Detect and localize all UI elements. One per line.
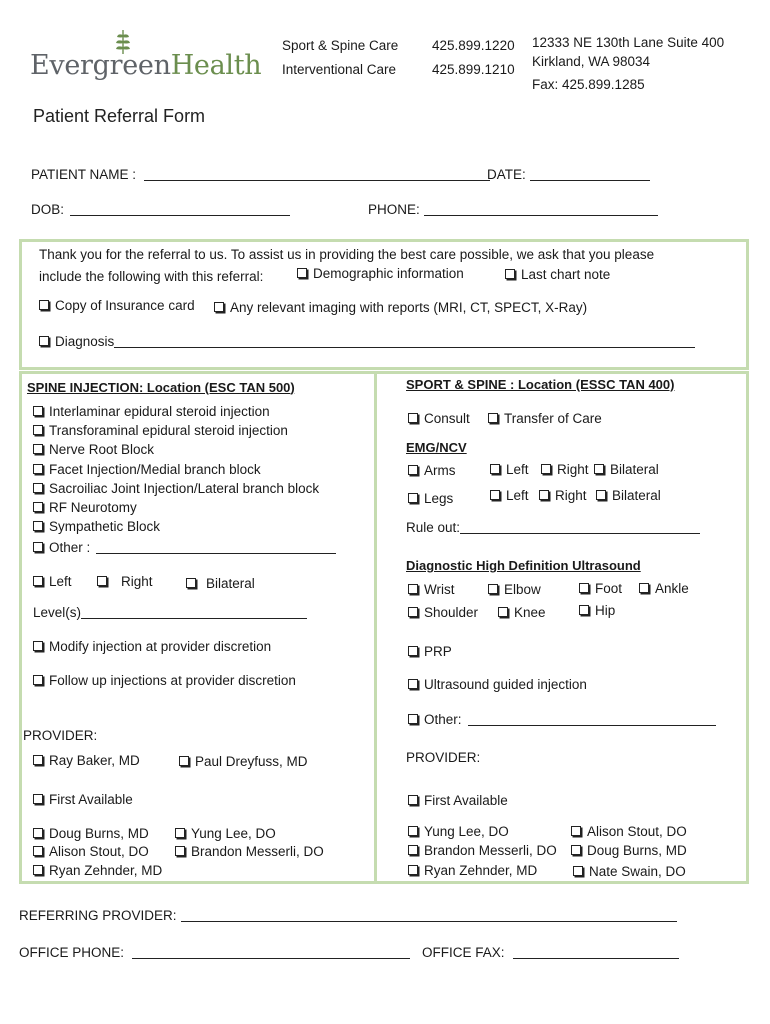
spine-provider-label: PROVIDER: [23,728,98,743]
checkbox-icon [39,300,49,310]
checkbox-icon [33,755,43,765]
wrist-checkbox[interactable]: Wrist [408,582,455,597]
spine-bilateral-checkbox[interactable]: Bilateral [186,576,255,591]
provider-doug-burns[interactable]: Doug Burns, MD [33,826,149,841]
address-line-1: 12333 NE 130th Lane Suite 400 [532,35,725,50]
arms-bilateral-checkbox[interactable]: Bilateral [594,462,659,477]
checkbox-icon [573,866,583,876]
demographic-label: Demographic information [313,266,464,281]
checkbox-icon [186,578,196,588]
diagnosis-field[interactable] [39,334,695,349]
checkbox-icon [408,493,418,503]
checkbox-icon [33,542,43,552]
checkbox-icon [179,756,189,766]
sport-provider-label: PROVIDER: [406,750,481,765]
elbow-checkbox[interactable]: Elbow [488,582,541,597]
service-interventional: Interventional Care [282,62,397,77]
checkbox-icon [408,714,418,724]
spine-item-interlaminar[interactable]: Interlaminar epidural steroid injection [33,404,270,419]
checkbox-icon [408,845,418,855]
provider-brandon-messerli[interactable]: Brandon Messerli, DO [175,844,324,859]
sport-provider-doug-burns[interactable]: Doug Burns, MD [571,843,687,858]
spine-heading: SPINE INJECTION: Location (ESC TAN 500) [27,380,295,395]
checkbox-icon [408,826,418,836]
sport-other-field[interactable]: Other: [408,712,716,727]
sport-provider-brandon-messerli[interactable]: Brandon Messerli, DO [408,843,557,858]
last-chart-label: Last chart note [521,267,611,282]
spine-item-sacroiliac[interactable]: Sacroiliac Joint Injection/Lateral branch block [33,481,319,496]
sport-provider-alison-stout[interactable]: Alison Stout, DO [571,824,687,839]
checkbox-icon [33,641,43,651]
date-field[interactable] [487,167,650,182]
phone-field[interactable] [368,202,658,217]
checkbox-icon [488,584,498,594]
arms-checkbox[interactable]: Arms [408,463,456,478]
checkbox-icon [175,846,185,856]
office-phone-field[interactable]: OFFICE PHONE: [19,945,410,960]
checkbox-icon [39,336,49,346]
transfer-checkbox[interactable]: Transfer of Care [488,411,602,426]
checkbox-icon [408,413,418,423]
checkbox-icon [408,795,418,805]
dob-label: DOB: [31,202,65,217]
checkbox-icon [214,302,224,312]
dob-field[interactable] [31,202,290,217]
checkbox-icon [408,584,418,594]
checkbox-icon [175,828,185,838]
provider-yung-lee[interactable]: Yung Lee, DO [175,826,276,841]
checkbox-icon [33,444,43,454]
logo [30,30,261,81]
patient-name-field[interactable] [31,167,490,182]
checkbox-icon [33,502,43,512]
checkbox-icon [596,490,606,500]
checkbox-icon [97,576,107,586]
modify-injection-checkbox[interactable]: Modify injection at provider discretion [33,639,271,654]
checkbox-icon [594,464,604,474]
provider-ray-baker[interactable]: Ray Baker, MD [33,753,140,768]
checkbox-icon [498,607,508,617]
sport-provider-ryan-zehnder[interactable]: Ryan Zehnder, MD [408,863,537,878]
checkbox-icon [408,607,418,617]
legs-left-checkbox[interactable]: Left [490,488,529,503]
checkbox-icon [639,583,649,593]
imaging-label: Any relevant imaging with reports (MRI, CT, SPECT, X-Ray) [230,300,588,315]
sport-provider-nate-swain[interactable]: Nate Swain, DO [573,864,686,879]
sport-first-available[interactable]: First Available [408,793,508,808]
checkbox-icon [33,406,43,416]
sport-heading: SPORT & SPINE : Location (ESSC TAN 400) [406,377,675,392]
insurance-label: Copy of Insurance card [55,298,195,313]
referring-provider-field[interactable]: REFERRING PROVIDER: [19,908,677,923]
phone-interventional: 425.899.1210 [432,62,515,77]
levels-field[interactable]: Level(s) [33,605,307,620]
checkbox-icon [408,465,418,475]
insurance-checkbox[interactable] [39,298,195,313]
checkbox-icon [33,846,43,856]
checkbox-icon [490,464,500,474]
page-title: Patient Referral Form [33,106,206,126]
arms-left-checkbox[interactable]: Left [490,462,529,477]
checkbox-icon [297,268,307,278]
leaf-icon [112,28,134,54]
checkbox-icon [490,490,500,500]
spine-item-rf-neurotomy[interactable]: RF Neurotomy [33,500,137,515]
office-fax-field[interactable]: OFFICE FAX: [422,945,679,960]
checkbox-icon [579,583,589,593]
foot-checkbox[interactable]: Foot [579,581,622,596]
spine-item-nerve-root[interactable]: Nerve Root Block [33,442,154,457]
spine-right-checkbox[interactable]: Right [97,574,153,589]
legs-checkbox[interactable]: Legs [408,491,453,506]
checkbox-icon [33,464,43,474]
phone-label: PHONE: [368,202,420,217]
checkbox-icon [541,464,551,474]
intro-line-1: Thank you for the referral to us. To assist us in providing the best care possible, we ask that you please [39,247,655,262]
knee-checkbox[interactable]: Knee [498,605,546,620]
checkbox-icon [408,646,418,656]
last-chart-checkbox[interactable] [505,267,610,282]
checkbox-icon [571,826,581,836]
imaging-checkbox[interactable] [214,300,587,315]
checkbox-icon [33,483,43,493]
demographic-checkbox[interactable] [297,266,464,281]
logo-text-health: Health [170,50,262,81]
checkbox-icon [539,490,549,500]
spine-first-available[interactable]: First Available [33,792,133,807]
legs-bilateral-checkbox[interactable]: Bilateral [596,488,661,503]
checkbox-icon [408,679,418,689]
ultrasound-heading: Diagnostic High Definition Ultrasound [406,558,641,573]
address-line-2: Kirkland, WA 98034 [532,54,651,69]
spine-item-facet[interactable]: Facet Injection/Medial branch block [33,462,261,477]
provider-paul-dreyfuss[interactable]: Paul Dreyfuss, MD [179,754,308,769]
provider-ryan-zehnder[interactable]: Ryan Zehnder, MD [33,863,162,878]
rule-out-field[interactable]: Rule out: [406,520,700,535]
checkbox-icon [33,576,43,586]
checkbox-icon [488,413,498,423]
hip-checkbox[interactable]: Hip [579,603,615,618]
checkbox-icon [33,865,43,875]
checkbox-icon [33,425,43,435]
checkbox-icon [33,828,43,838]
phone-sport-spine: 425.899.1220 [432,38,515,53]
date-label: DATE: [487,167,526,182]
us-injection-checkbox[interactable]: Ultrasound guided injection [408,677,587,692]
intro-line-2: include the following with this referral: [39,269,264,284]
shoulder-checkbox[interactable]: Shoulder [408,605,478,620]
spine-left-checkbox[interactable]: Left [33,574,72,589]
checkbox-icon [33,794,43,804]
prp-checkbox[interactable]: PRP [408,644,452,659]
emg-heading: EMG/NCV [406,440,467,455]
fax-number: Fax: 425.899.1285 [532,77,645,92]
patient-name-label: PATIENT NAME : [31,167,137,182]
spine-item-other[interactable]: Other : [33,540,336,555]
spine-item-transforaminal[interactable]: Transforaminal epidural steroid injection [33,423,288,438]
logo-text-evergreen: Evergreen [30,50,171,81]
service-sport-spine: Sport & Spine Care [282,38,399,53]
ankle-checkbox[interactable]: Ankle [639,581,689,596]
diagnosis-label: Diagnosis [55,334,115,349]
checkbox-icon [408,865,418,875]
checkbox-icon [33,521,43,531]
checkbox-icon [33,675,43,685]
checkbox-icon [505,269,515,279]
consult-checkbox[interactable]: Consult [408,411,470,426]
legs-right-checkbox[interactable]: Right [539,488,587,503]
provider-alison-stout[interactable]: Alison Stout, DO [33,844,149,859]
checkbox-icon [579,605,589,615]
arms-right-checkbox[interactable]: Right [541,462,589,477]
checkbox-icon [571,845,581,855]
spine-item-sympathetic[interactable]: Sympathetic Block [33,519,160,534]
follow-up-checkbox[interactable]: Follow up injections at provider discretion [33,673,296,688]
sport-provider-yung-lee[interactable]: Yung Lee, DO [408,824,509,839]
